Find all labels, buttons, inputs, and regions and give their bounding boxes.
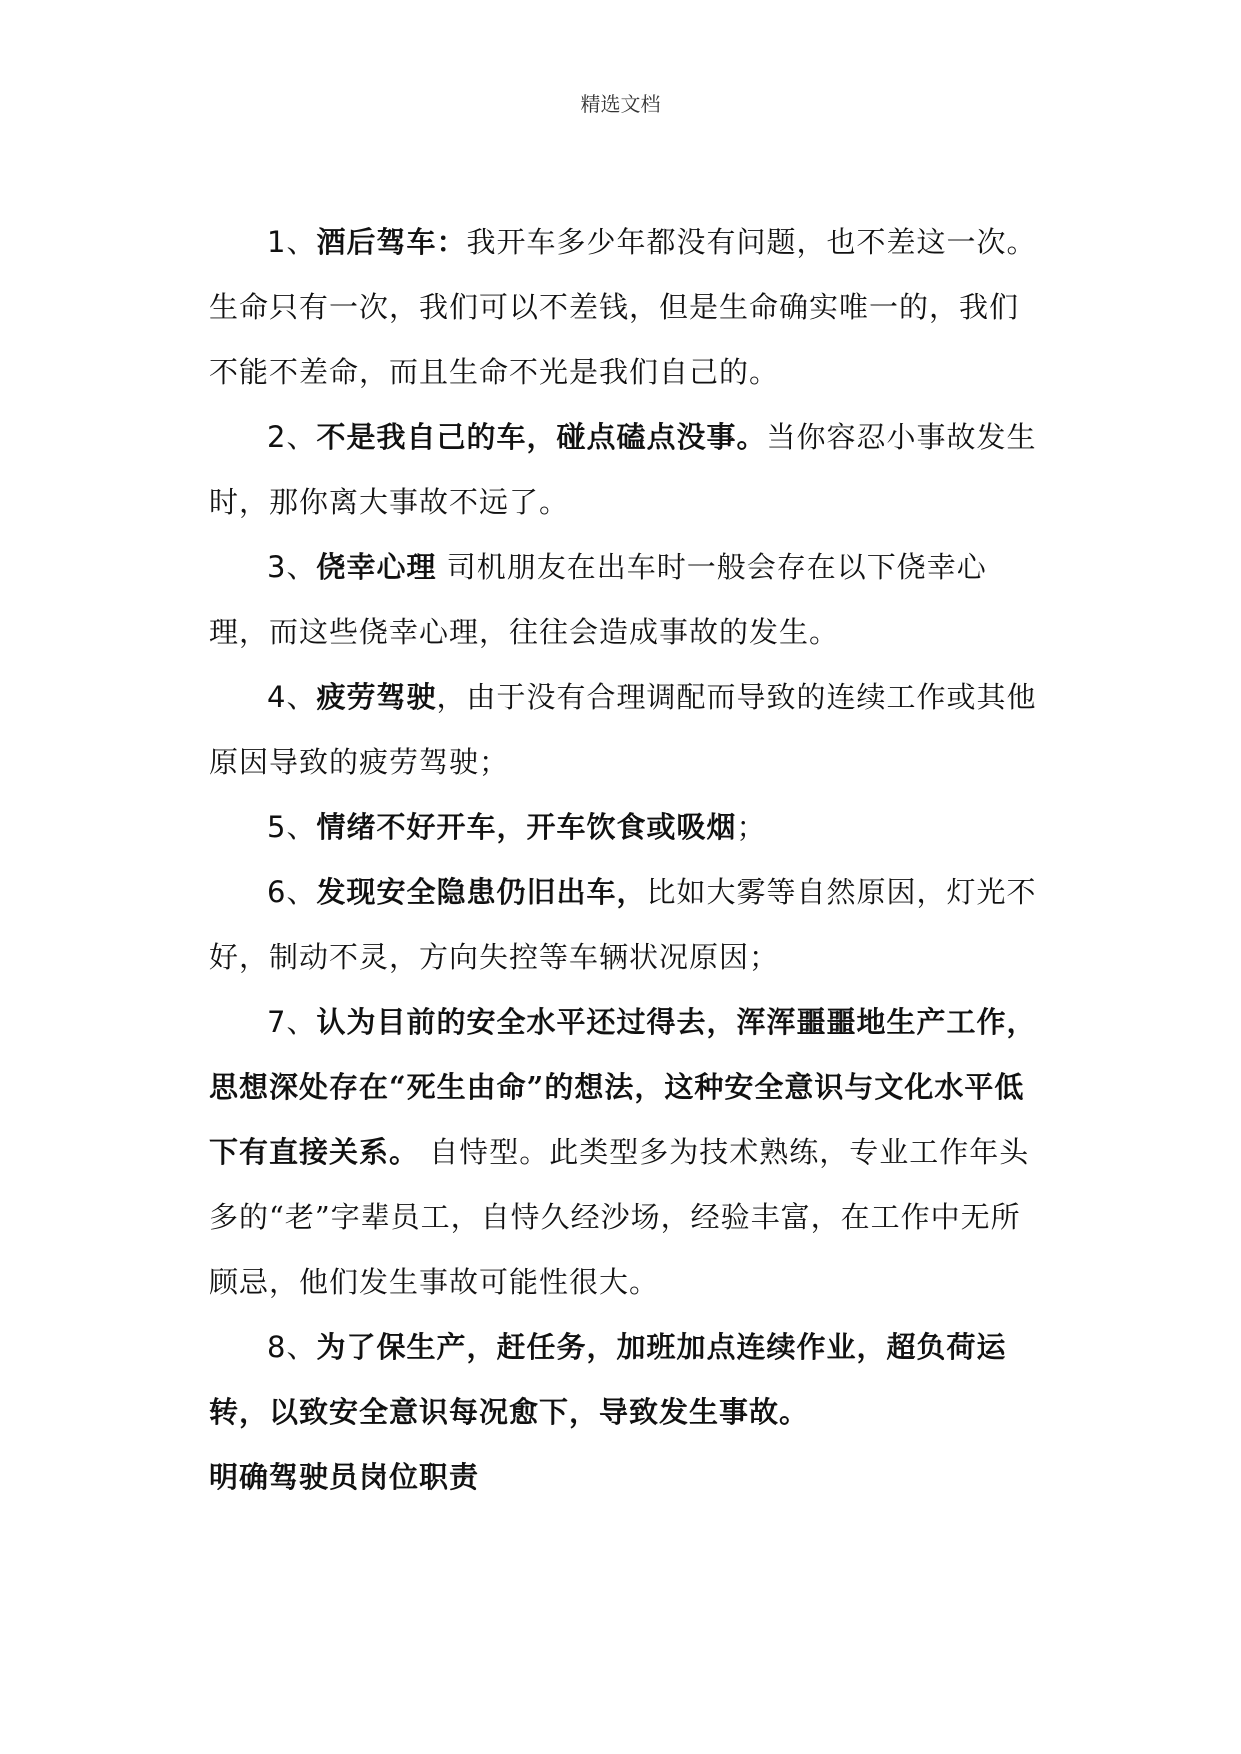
item-text: 司机朋友在出车时一般会存在以下侥幸心理，而这些侥幸心理，往往会造成事故的发生。	[209, 550, 987, 649]
item-text: ；	[736, 810, 767, 844]
list-item	[209, 990, 1039, 1315]
list-item	[209, 535, 1039, 665]
item-number: 5、	[267, 810, 317, 844]
page-header: 精选文档	[580, 92, 661, 116]
section-heading: 明确驾驶员岗位职责	[209, 1460, 480, 1494]
item-bold-lead: 发现安全隐患仍旧出车，	[316, 875, 647, 909]
item-text: 当你容忍小事故发生时，那你离大事故不远了。	[209, 420, 1037, 519]
item-text: 我开车多少年都没有问题，也不差这一次。生命只有一次，我们可以不差钱，但是生命确实唯一的，我们不能不差命，而且生命不光是我们自己的。	[209, 225, 1037, 389]
list-item	[209, 210, 1039, 405]
item-number: 8、	[267, 1330, 317, 1364]
list-item	[209, 1315, 1039, 1445]
item-number: 2、	[267, 420, 317, 454]
item-bold-lead: 侥幸心理	[316, 550, 437, 584]
item-bold-lead: 为了保生产，赶任务，加班加点连续作业，超负荷运转，以致安全意识每况愈下，导致发生事故。	[209, 1330, 1007, 1429]
item-bold-lead: 情绪不好开车，开车饮食或吸烟	[316, 810, 737, 844]
item-bold-lead: 认为目前的安全水平还过得去，浑浑噩噩地生产工作，思想深处存在“死生由命”的想法，这种安全意识与文化水平低下有直接关系。	[209, 1005, 1037, 1169]
item-text: 比如大雾等自然原因，灯光不好，制动不灵，方向失控等车辆状况原因；	[209, 875, 1037, 974]
item-text: ，由于没有合理调配而导致的连续工作或其他原因导致的疲劳驾驶；	[209, 680, 1037, 779]
list-item	[209, 795, 1039, 860]
list-item	[209, 405, 1039, 535]
item-text: 自恃型。此类型多为技术熟练，专业工作年头多的“老”字辈员工，自恃久经沙场，经验丰富，在工作中无所顾忌，他们发生事故可能性很大。	[209, 1135, 1030, 1299]
item-bold-lead: 不是我自己的车，碰点磕点没事。	[316, 420, 767, 454]
item-number: 3、	[267, 550, 317, 584]
item-number: 6、	[267, 875, 317, 909]
item-number: 7、	[267, 1005, 317, 1039]
list-item	[209, 665, 1039, 795]
item-bold-lead: 酒后驾车：	[316, 225, 467, 259]
item-number: 1、	[267, 225, 317, 259]
item-number: 4、	[267, 680, 317, 714]
list-item	[209, 860, 1039, 990]
item-bold-lead: 疲劳驾驶	[316, 680, 437, 714]
document-body	[209, 210, 1039, 1510]
